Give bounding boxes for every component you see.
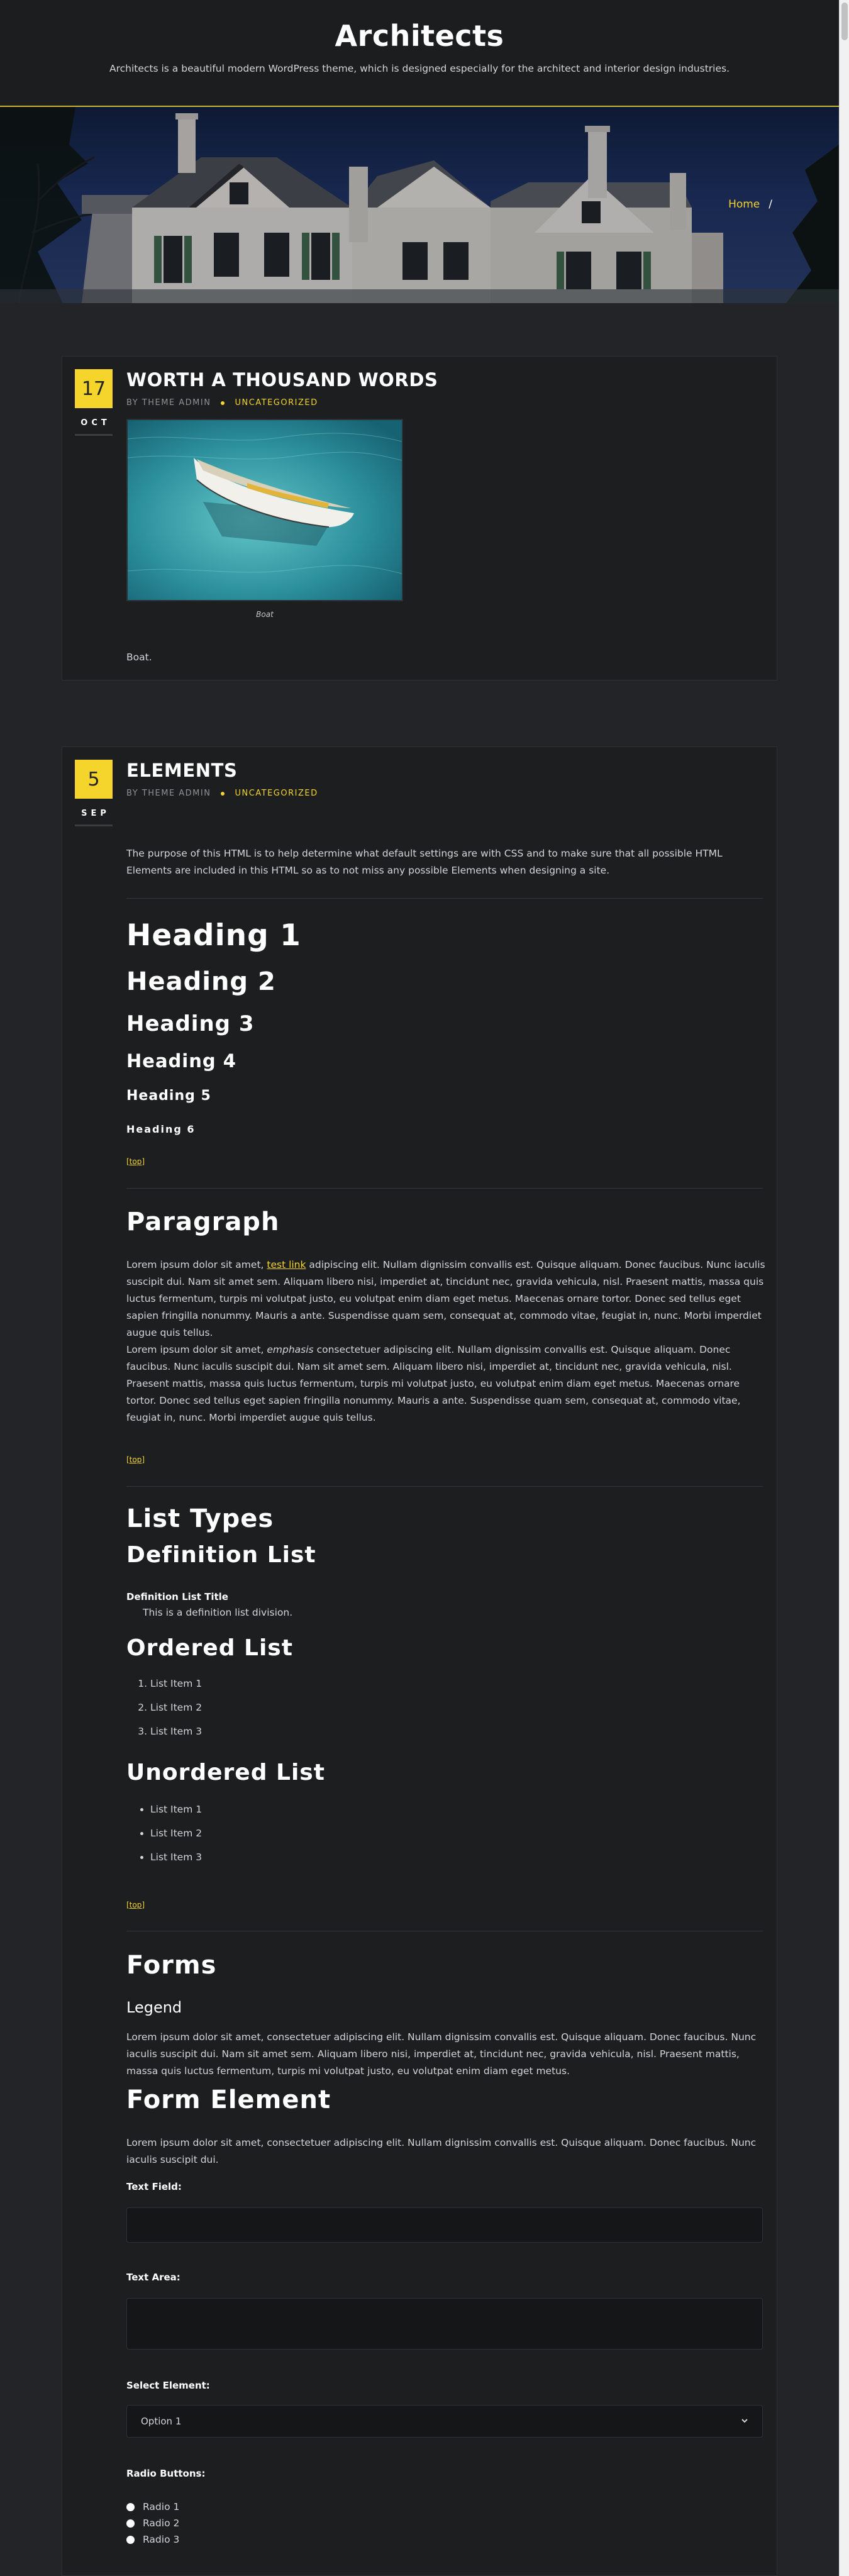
boat-image[interactable]: [126, 419, 403, 601]
top-link[interactable]: [top]: [126, 1157, 145, 1166]
list-item: 3. List Item 3: [150, 1719, 202, 1743]
breadcrumb: [728, 198, 772, 211]
paragraph-1-rest: adipiscing elit. Nullam dignissim convallis est. Quisque aliquam. Donec faucibus. Nunc iaculis suscipit dui. Nam sit amet sem. Aliquam libero nisi, imperdiet at, tincidunt nec, gravida vehicula, nisl. Praesent mattis, massa quis luctus fermentum, turpis mi volutpat justo, eu volutpat enim diam eget metus. Maecenas ornare tortor. Donec sed tellus eget sapien fringilla nonummy. Mauris a ante. Suspendisse quam sem, consequat at, commodo vitae, feugiat in, nunc. Morbi imperdiet augue quis tellus.: [126, 1259, 765, 1338]
date-badge: [75, 760, 113, 826]
post-meta: [126, 398, 763, 408]
post-title[interactable]: WORTH A THOUSAND WORDS: [126, 369, 438, 391]
heading-2: Heading 2: [126, 967, 276, 996]
top-link[interactable]: [top]: [126, 1455, 145, 1464]
post-figure: [126, 419, 403, 619]
post-category-link[interactable]: UNCATEGORIZED: [235, 789, 318, 798]
post-author[interactable]: BY THEME ADMIN: [126, 789, 211, 798]
post-excerpt: Boat.: [126, 652, 152, 663]
heading-3: Heading 3: [126, 1011, 255, 1036]
list-item: 2. List Item 2: [150, 1696, 202, 1719]
post-title[interactable]: ELEMENTS: [126, 760, 238, 781]
post-body: [126, 760, 763, 2571]
hero-banner: [0, 107, 839, 303]
paragraph-2-start: Lorem ipsum dolor sit amet,: [126, 1344, 267, 1355]
post-card-worth-a-thousand-words: [62, 356, 777, 680]
divider: [126, 1486, 763, 1487]
vertical-scrollbar[interactable]: [839, 0, 849, 2576]
forms-heading: Forms: [126, 1951, 217, 1980]
radio-circle-icon[interactable]: [126, 2536, 135, 2544]
chevron-down-icon: [741, 2416, 748, 2427]
radio-label: Radio Buttons:: [126, 2468, 206, 2479]
dl-term: Definition List Title: [126, 1591, 228, 1602]
image-caption: Boat: [256, 610, 274, 619]
meta-dot-icon: [221, 401, 225, 405]
heading-5: Heading 5: [126, 1088, 211, 1104]
ordered-list: [126, 1672, 202, 1743]
post-author[interactable]: BY THEME ADMIN: [126, 398, 211, 408]
test-link[interactable]: test link: [267, 1259, 306, 1270]
radio-option[interactable]: [126, 2501, 179, 2512]
scrollbar-thumb[interactable]: [841, 3, 848, 40]
post-card-elements: [62, 747, 777, 2576]
post-meta: [126, 789, 763, 798]
intro-paragraph: The purpose of this HTML is to help determine what default settings are with CSS and to make sure that all possible HTML Elements are included in this HTML so as to not miss any possible Elements when designing a site.: [126, 848, 723, 876]
heading-1: Heading 1: [126, 918, 301, 953]
radio-text: Radio 3: [143, 2534, 180, 2545]
dl-description: This is a definition list division.: [143, 1607, 293, 1618]
list-item: • List Item 2: [150, 1821, 202, 1845]
post-category-link[interactable]: UNCATEGORIZED: [235, 398, 318, 408]
list-types-heading: List Types: [126, 1504, 274, 1533]
site-title[interactable]: Architects: [335, 19, 504, 53]
ordered-list-heading: Ordered List: [126, 1635, 293, 1661]
date-month: SEP: [81, 809, 110, 818]
select-element[interactable]: [126, 2405, 763, 2438]
breadcrumb-separator: /: [769, 198, 772, 211]
list-item: • List Item 1: [150, 1797, 202, 1821]
legend: Legend: [126, 1999, 182, 2016]
boat-illustration: [128, 420, 402, 600]
radio-option[interactable]: [126, 2518, 179, 2529]
form-element-paragraph: Lorem ipsum dolor sit amet, consectetuer adipiscing elit. Nullam dignissim convallis est. Quisque aliquam. Donec faucibus. Nunc iaculis suscipit dui.: [126, 2137, 757, 2165]
paragraph-1-start: Lorem ipsum dolor sit amet,: [126, 1259, 267, 1270]
unordered-list-heading: Unordered List: [126, 1760, 325, 1785]
form-element-heading: Form Element: [126, 2085, 331, 2114]
radio-option[interactable]: [126, 2534, 179, 2545]
legend-paragraph: Lorem ipsum dolor sit amet, consectetuer adipiscing elit. Nullam dignissim convallis est. Quisque aliquam. Donec faucibus. Nunc iaculis suscipit dui. Nam sit amet sem. Aliquam libero nisi, imperdiet at, tincidunt nec, gravida vehicula, nisl. Praesent mattis, massa quis luctus fermentum, turpis mi volutpat justo, eu volutpat enim diam eget metus.: [126, 2031, 757, 2077]
date-badge: [75, 369, 113, 436]
date-month: OCT: [80, 418, 111, 428]
date-divider: [75, 824, 113, 826]
definition-list-heading: Definition List: [126, 1542, 316, 1568]
text-field[interactable]: [126, 2207, 763, 2243]
radio-text: Radio 2: [143, 2518, 180, 2529]
date-day: 5: [75, 760, 113, 799]
site-header: [0, 0, 839, 107]
select-label: Select Element:: [126, 2380, 210, 2391]
select-value: Option 1: [141, 2416, 182, 2427]
radio-text: Radio 1: [143, 2501, 180, 2512]
date-day: 17: [75, 369, 113, 408]
paragraph-heading: Paragraph: [126, 1208, 280, 1236]
text-field-label: Text Field:: [126, 2181, 182, 2192]
meta-dot-icon: [221, 792, 225, 796]
list-item: • List Item 3: [150, 1845, 202, 1869]
paragraph-2: [126, 1341, 768, 1426]
radio-circle-icon[interactable]: [126, 2503, 135, 2511]
text-area[interactable]: [126, 2298, 763, 2350]
post-body: [126, 369, 763, 666]
list-item: 1. List Item 1: [150, 1672, 202, 1696]
paragraph-1: [126, 1257, 768, 1341]
top-link[interactable]: [top]: [126, 1901, 145, 1909]
hero-overlay: [0, 107, 839, 303]
paragraph-2-rest: consectetuer adipiscing elit. Nullam dignissim convallis est. Quisque aliquam. Donec faucibus. Nunc iaculis suscipit dui. Nam sit amet sem. Aliquam libero nisi, imperdiet at, tincidunt nec, gravida vehicula, nisl. Praesent mattis, massa quis luctus fermentum, turpis mi volutpat justo, eu volutpat enim diam eget metus. Maecenas ornare tortor. Donec sed tellus eget sapien fringilla nonummy. Mauris a ante. Suspendisse quam sem, consequat at, commodo vitae, feugiat in, nunc. Morbi imperdiet augue quis tellus.: [126, 1344, 741, 1423]
text-area-label: Text Area:: [126, 2272, 180, 2283]
divider: [126, 1188, 763, 1189]
radio-circle-icon[interactable]: [126, 2519, 135, 2528]
divider: [126, 898, 763, 899]
breadcrumb-home-link[interactable]: Home: [728, 198, 760, 211]
heading-4: Heading 4: [126, 1050, 236, 1072]
site-description: Architects is a beautiful modern WordPress theme, which is designed especially for the architect and interior design industries.: [109, 63, 730, 74]
unordered-list: [126, 1797, 202, 1869]
emphasis-text: emphasis: [267, 1344, 314, 1355]
date-divider: [75, 434, 113, 436]
heading-6: Heading 6: [126, 1123, 196, 1135]
